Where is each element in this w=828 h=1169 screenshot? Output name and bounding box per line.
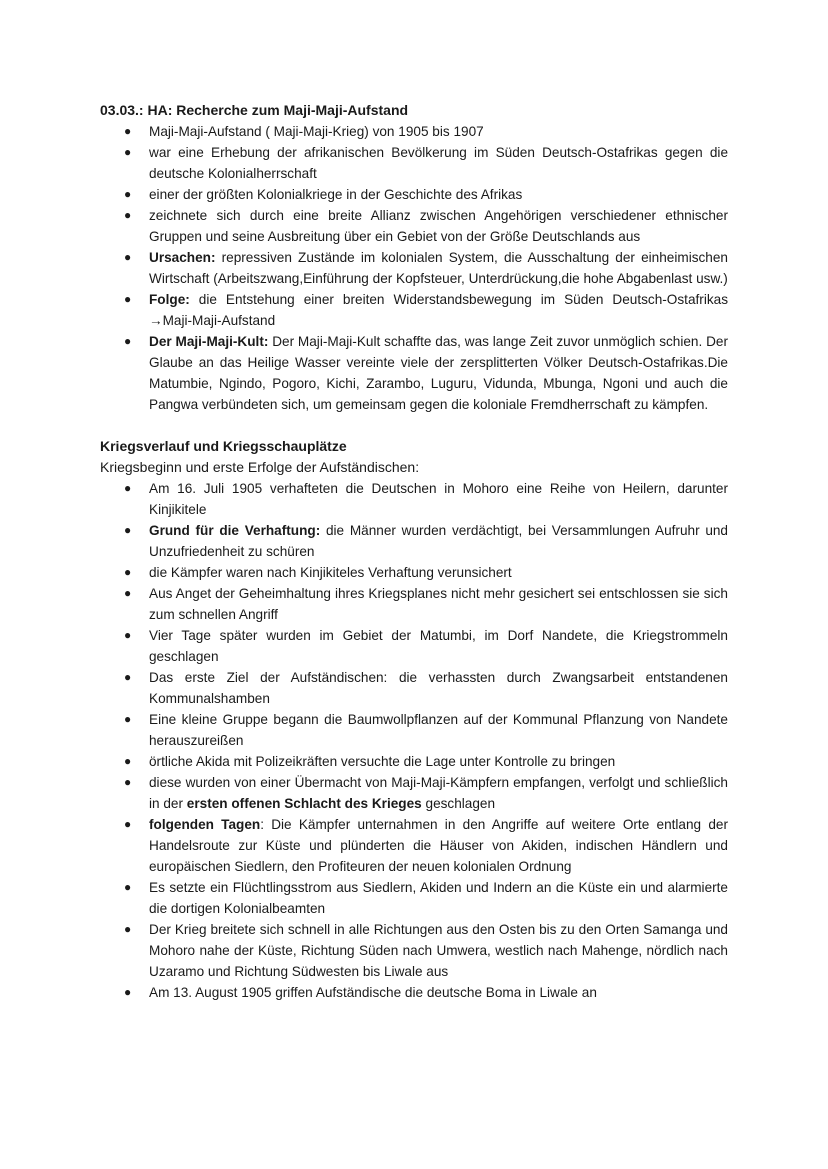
bullet-icon: ●	[124, 922, 132, 936]
item-text: repressiven Zustände im kolonialen System, die Ausschaltung der einheimischen Wirtschaft (Arbeitszwang,Einführung der Kopfsteuer, Unterdrückung,die hohe Abgabenlast usw.)	[149, 250, 728, 286]
bullet-icon: ●	[124, 712, 132, 726]
list-item	[100, 982, 728, 1003]
bullet-icon: ●	[124, 145, 132, 159]
item-text: Am 16. Juli 1905 verhafteten die Deutschen in Mohoro eine Reihe von Heilern, darunter Kinjikitele	[149, 481, 728, 517]
list-item	[100, 877, 728, 919]
list-item	[100, 247, 728, 289]
bold-label: ersten offenen Schlacht des Krieges	[186, 796, 422, 811]
item-text: Das erste Ziel der Aufständischen: die verhassten durch Zwangsarbeit entstandenen Kommunalshamben	[149, 670, 728, 706]
item-text: Am 13. August 1905 griffen Aufständische die deutsche Boma in Liwale an	[149, 985, 597, 1000]
list-item	[100, 814, 728, 877]
list-item	[100, 751, 728, 772]
item-text: Aus Anget der Geheimhaltung ihres Kriegsplanes nicht mehr gesichert sei entschlossen sie sich zum schnellen Angriff	[149, 586, 728, 622]
list-item	[100, 289, 728, 331]
item-text: örtliche Akida mit Polizeikräften versuchte die Lage unter Kontrolle zu bringen	[149, 754, 616, 769]
list-item	[100, 121, 728, 142]
bullet-icon: ●	[124, 817, 132, 831]
bold-label: Grund für die Verhaftung:	[149, 523, 321, 538]
list-item	[100, 562, 728, 583]
item-text: Vier Tage später wurden im Gebiet der Matumbi, im Dorf Nandete, die Kriegstrommeln geschlagen	[149, 628, 728, 664]
item-text: war eine Erhebung der afrikanischen Bevölkerung im Süden Deutsch-Ostafrikas gegen die deutsche Kolonialherrschaft	[149, 145, 728, 181]
causes-bullet-list	[100, 121, 728, 415]
bullet-icon: ●	[124, 250, 132, 264]
bullet-icon: ●	[124, 754, 132, 768]
bullet-icon: ●	[124, 775, 132, 789]
war-course-bullet-list	[100, 478, 728, 1003]
bullet-icon: ●	[124, 628, 132, 642]
item-text: die Männer wurden verdächtigt, bei Versammlungen Aufruhr und Unzufriedenheit zu schüren	[149, 523, 728, 559]
item-text: Maji-Maji-Aufstand ( Maji-Maji-Krieg) von 1905 bis 1907	[149, 124, 484, 139]
list-item	[100, 667, 728, 709]
section-heading: Kriegsverlauf und Kriegsschauplätze	[100, 438, 347, 454]
bullet-icon: ●	[124, 292, 132, 306]
item-text: Eine kleine Gruppe begann die Baumwollpflanzen auf der Kommunal Pflanzung von Nandete herauszureißen	[149, 712, 728, 748]
item-text: Es setzte ein Flüchtlingsstrom aus Siedlern, Akiden und Indern an die Küste ein und alarmierte die dortigen Kolonialbeamten	[149, 880, 728, 916]
document-title: 03.03.: HA: Recherche zum Maji-Maji-Aufstand	[100, 102, 409, 118]
bullet-icon: ●	[124, 985, 132, 999]
bullet-icon: ●	[124, 523, 132, 537]
bullet-icon: ●	[124, 565, 132, 579]
bold-label: Der Maji-Maji-Kult:	[149, 334, 269, 349]
item-text: die Kämpfer waren nach Kinjikiteles Verhaftung verunsichert	[149, 565, 512, 580]
list-item	[100, 772, 728, 814]
item-text: geschlagen	[421, 796, 496, 811]
list-item	[100, 142, 728, 184]
bullet-icon: ●	[124, 670, 132, 684]
bullet-icon: ●	[124, 481, 132, 495]
item-text: diese wurden von einer Übermacht von Maji-Maji-Kämpfern empfangen, verfolgt und schließlich in der	[149, 775, 728, 811]
bullet-icon: ●	[124, 124, 132, 138]
item-text: einer der größten Kolonialkriege in der Geschichte des Afrikas	[149, 187, 523, 202]
section-subheading: Kriegsbeginn und erste Erfolge der Aufständischen:	[100, 459, 420, 475]
list-item	[100, 331, 728, 415]
list-item	[100, 583, 728, 625]
item-text: zeichnete sich durch eine breite Allianz zwischen Angehörigen verschiedener ethnischer Gruppen und seine Ausbreitung über ein Gebiet von der Größe Deutschlands aus	[149, 208, 728, 244]
list-item	[100, 478, 728, 520]
bullet-icon: ●	[124, 208, 132, 222]
list-item	[100, 205, 728, 247]
bold-label: folgenden Tagen	[149, 817, 261, 832]
document-page	[100, 100, 728, 1003]
bold-label: Ursachen:	[149, 250, 216, 265]
list-item	[100, 709, 728, 751]
list-item	[100, 520, 728, 562]
bullet-icon: ●	[124, 187, 132, 201]
bold-label: Folge:	[149, 292, 190, 307]
item-text: Der Maji-Maji-Kult schaffte das, was lange Zeit zuvor unmöglich schien. Der Glaube an das Heilige Wasser vereinte viele der zersplitterten Völker Deutsch-Ostafrikas.Die Matumbie, Ngindo, Pogoro, Kichi, Zarambo, Luguru, Vidunda, Mbunga, Ngoni und auch die Pangwa verbündeten sich, um gemeinsam gegen die koloniale Fremdherrschaft zu kämpfen.	[149, 334, 728, 412]
item-text: : Die Kämpfer unternahmen in den Angriffe auf weitere Orte entlang der Handelsroute zur Küste und plünderten die Häuser von Akiden, indischen Händlern und europäischen Siedlern, den Profiteuren der neuen kolonialen Ordnung	[149, 817, 728, 874]
item-text: die Entstehung einer breiten Widerstandsbewegung im Süden Deutsch-Ostafrikas →Maji-Maji-Aufstand	[149, 292, 728, 328]
item-text: Der Krieg breitete sich schnell in alle Richtungen aus den Osten bis zu den Orten Samanga und Mohoro nahe der Küste, Richtung Süden nach Umwera, westlich nach Mahenge, nördlich nach Uzaramo und Richtung Südwesten bis Liwale aus	[149, 922, 728, 979]
list-item	[100, 919, 728, 982]
bullet-icon: ●	[124, 586, 132, 600]
bullet-icon: ●	[124, 334, 132, 348]
list-item	[100, 184, 728, 205]
bullet-icon: ●	[124, 880, 132, 894]
list-item	[100, 625, 728, 667]
